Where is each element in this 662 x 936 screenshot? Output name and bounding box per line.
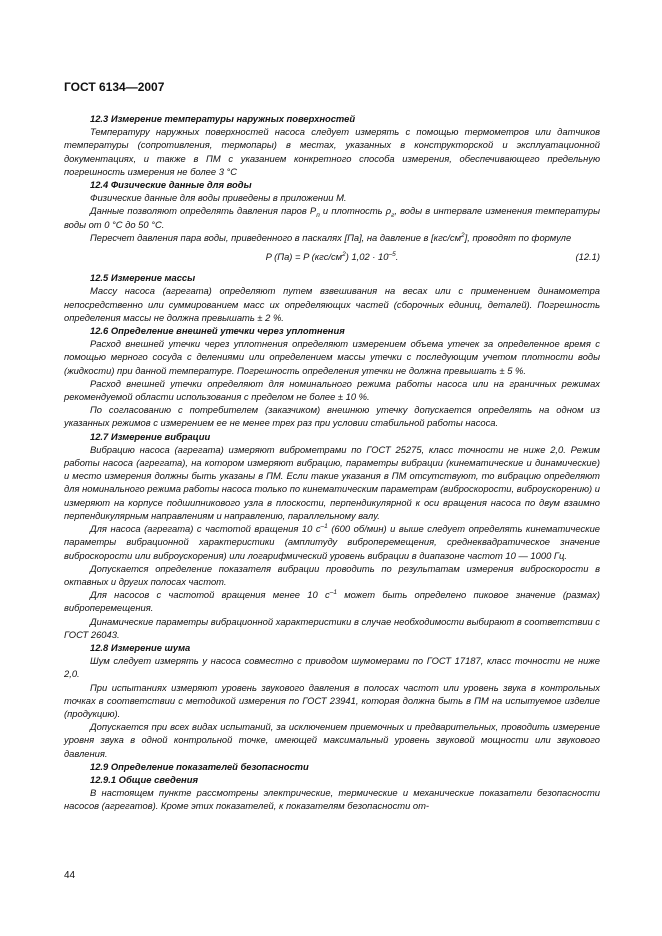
page-number: 44 bbox=[64, 870, 76, 881]
paragraph: Данные позволяют определять давления паров $P_п$ и плотность $\rho_г$, воды в интервале изменения температуры воды от 0 °С до 50 °С. bbox=[64, 205, 600, 230]
paragraph: Расход внешней утечки через уплотнения определяют измерением объема утечек за определенное время с помощью мерного сосуда с делениями или определением массы утечки с последующим учетом плотности воды (жидкости) при данной температуре. Погрешность определения утечки не должна превышать ± 5 %. bbox=[64, 338, 600, 376]
formula-number: (12.1) bbox=[575, 251, 600, 263]
paragraph: Вибрацию насоса (агрегата) измеряют виброметрами по ГОСТ 25275, класс точности не ниже 2,0. Режим работы насоса (агрегата), на котором измеряют вибрацию, параметры вибрации (кинематические и динамические) и место измерения должны быть указаны в ПМ. Если такие указания в ПМ отсутствуют, то вибрацию определяют для номинального режима работы насоса только по кинематическим параметрам (виброскорости, виброускорению) и измеряют на корпусе подшипникового узла в плоскости, перпендикулярной к оси вращения насоса по двум взаимно перпендикулярным направлениям и направлению, параллельному валу. bbox=[64, 443, 600, 521]
paragraph: Допускается определение показателя вибрации проводить по результатам измерения виброскорости в октавных и других полосах частот. bbox=[64, 562, 600, 587]
paragraph: Для насоса (агрегата) с частотой вращения 10 $с^{-1}$ (600 об/мин) и выше следует определять кинематические параметры вибрационной характеристики (амплитуду виброперемещения, среднеквадратическое значение виброскорости или виброускорения) или логарифмический уровень вибрации в диапазоне частот 10 — 1000 Гц. bbox=[64, 522, 600, 561]
section-heading-12-4: 12.4 Физические данные для воды bbox=[90, 179, 252, 191]
standard-header: ГОСТ 6134—2007 bbox=[64, 80, 165, 94]
section-heading-12-7: 12.7 Измерение вибрации bbox=[90, 430, 211, 442]
document-body bbox=[64, 112, 600, 813]
paragraph: Расход внешней утечки определяют для номинального режима работы насоса или на граничных режимах рекомендуемой области использования с пределом не более ± 10 %. bbox=[64, 377, 600, 403]
formula-12-1 bbox=[64, 250, 600, 263]
paragraph: Для насосов с частотой вращения менее 10 $с^{-1}$ может быть определено пиковое значение (размах) виброперемещения. bbox=[64, 588, 600, 614]
paragraph: Физические данные для воды приведены в приложении М. bbox=[90, 192, 347, 204]
formula-expression: P (Па) = P $(кгс/см^2) 1,02 \cdot 10^{-5}$. bbox=[265, 250, 399, 263]
section-heading-12-9: 12.9 Определение показателей безопасности bbox=[90, 760, 309, 772]
paragraph: Массу насоса (агрегата) определяют путем взвешивания на весах или с применением динамометра непосредственно или суммированием масс их определяющих частей (сборочных единиц, деталей). Погрешность определения массы не должна превышать ± 2 %. bbox=[64, 285, 600, 323]
paragraph: Допускается при всех видах испытаний, за исключением приемочных и предварительных, проводить измерение уровня звука в одной контрольной точке, имеющей максимальный уровень звуковой мощности или звукового давления. bbox=[64, 721, 600, 759]
paragraph: В настоящем пункте рассмотрены электрические, термические и механические показатели безопасности насосов (агрегатов). Кроме этих показателей, к показателям безопасности от- bbox=[64, 787, 600, 812]
paragraph: Динамические параметры вибрационной характеристики в случае необходимости выбирают в соответствии с ГОСТ 26043. bbox=[64, 615, 600, 640]
section-heading-12-6: 12.6 Определение внешней утечки через уплотнения bbox=[90, 325, 345, 337]
paragraph: Шум следует измерять у насоса совместно с приводом шумомерами по ГОСТ 17187, класс точности не ниже 2,0. bbox=[64, 655, 600, 680]
paragraph: Пересчет давления пара воды, приведенного в паскалях [Па], на давление в $[кгс/см^2]$, проводят по формуле bbox=[90, 231, 572, 243]
section-heading-12-3: 12.3 Измерение температуры наружных поверхностей bbox=[90, 113, 356, 124]
paragraph: По согласованию с потребителем (заказчиком) внешнюю утечку допускается определять на одном из указанных режимов с измерением ее не менее трех раз при условии стабильной работы насоса. bbox=[64, 404, 600, 429]
subsection-heading-12-9-1: 12.9.1 Общие сведения bbox=[90, 773, 198, 785]
paragraph: Температуру наружных поверхностей насоса следует измерять с помощью термометров или датчиков температуры (сопротивления, термопары) в местах, указанных в конструкторской и эксплуатационной документациях, и также в ПМ с указанием конкретного способа измерения, обеспечивающего предельную погрешность измерения не более 3 °С bbox=[64, 126, 600, 177]
paragraph: При испытаниях измеряют уровень звукового давления в полосах частот или уровень звука в контрольных точках в соответствии с методикой измерения по ГОСТ 23941, которая должна быть в ПМ на испытуемое изделие (продукцию). bbox=[64, 681, 600, 719]
section-heading-12-8: 12.8 Измерение шума bbox=[90, 641, 191, 653]
section-heading-12-5: 12.5 Измерение массы bbox=[90, 272, 196, 284]
